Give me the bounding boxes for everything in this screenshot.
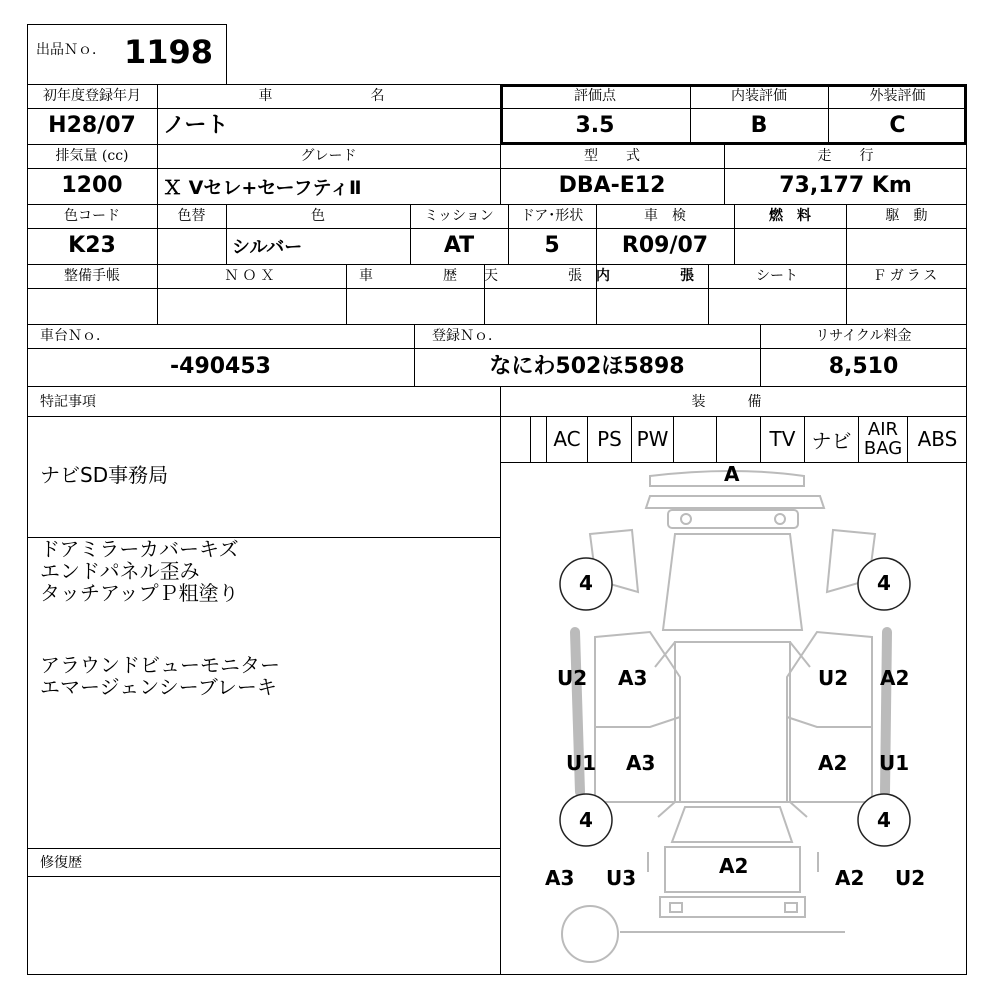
repair-history-label: 修復歴	[40, 855, 82, 871]
damage-rear-left-outer: A3	[545, 866, 575, 890]
grade-label: グレード	[300, 148, 357, 164]
damage-rear-left-inner: U3	[606, 866, 637, 890]
headlight-left	[681, 514, 691, 524]
plate-value: なにわ502ほ5898	[489, 354, 685, 379]
damage-top: A	[724, 462, 740, 486]
color-value: シルバー	[232, 237, 303, 258]
rear-window-shape	[672, 807, 792, 842]
recycle-label: リサイクル料金	[815, 328, 912, 344]
equip-tv: TV	[760, 416, 804, 462]
displacement-label: 排気量 (cc)	[55, 148, 129, 164]
front-panel-shape	[646, 496, 824, 508]
interior-grade-label: 内装評価	[731, 88, 787, 104]
tire-front-right: 4	[877, 571, 891, 595]
reg-value: H28/07	[48, 113, 136, 138]
damage-rear-right-outer: U2	[895, 866, 926, 890]
reg-label: 初年度登録年月	[43, 88, 141, 104]
model-label: 型 式	[584, 148, 640, 164]
hood-shape	[663, 534, 802, 630]
roof-shape	[675, 642, 790, 802]
name-value: ノート	[163, 113, 229, 138]
equip-blank-1	[530, 416, 546, 462]
damage-left-front-inner: A3	[618, 666, 648, 690]
note-block-3: アラウンドビューモニター エマージェンシーブレーキ	[40, 653, 280, 699]
exterior-grade-value: C	[889, 113, 906, 138]
equip-abs: ABS	[907, 416, 967, 462]
roof-label: 天 張	[484, 268, 596, 284]
name-label: 車 名	[258, 88, 399, 104]
tire-rear-left: 4	[579, 808, 593, 832]
note-line-1: ナビSD事務局	[40, 463, 169, 487]
damage-right-rear-outer: U1	[879, 751, 910, 775]
chassis-value: -490453	[170, 354, 271, 379]
inspection-label: 車 検	[644, 208, 686, 224]
mission-value: AT	[443, 233, 475, 258]
door-label: ドア･形状	[520, 208, 584, 224]
lot-label: 出品Ｎｏ．	[36, 42, 106, 58]
color-label: 色	[311, 208, 325, 224]
drive-label: 駆 動	[885, 208, 928, 224]
equip-pw: PW	[631, 416, 673, 462]
score-label: 評価点	[574, 88, 616, 104]
chassis-label: 車台Ｎｏ．	[40, 328, 110, 344]
notes-label: 特記事項	[40, 394, 96, 410]
equip-airbag: AIR BAG	[858, 416, 907, 462]
recycle-value: 8,510	[828, 354, 899, 379]
mission-label: ミッション	[424, 208, 494, 224]
damage-rear-center: A2	[719, 854, 749, 878]
windshield-label: Ｆガラス	[872, 268, 941, 284]
equipment-label: 装 備	[691, 394, 776, 410]
note-block-2: ドアミラーカバーキズ エンドパネル歪み タッチアップＰ粗塗り	[40, 537, 239, 605]
car-diagram	[500, 462, 967, 975]
damage-left-front-outer: U2	[557, 666, 588, 690]
spare-circle	[562, 906, 618, 962]
repaint-value	[157, 228, 226, 264]
history-label: 車 歴	[359, 268, 471, 284]
inspection-value: R09/07	[621, 233, 709, 258]
equip-navi: ナビ	[804, 416, 858, 462]
equip-ps: PS	[587, 416, 631, 462]
score-value: 3.5	[575, 113, 615, 138]
tire-front-left: 4	[579, 571, 593, 595]
damage-rear-right-inner: A2	[835, 866, 865, 890]
equip-blank-3	[716, 416, 760, 462]
displacement-value: 1200	[61, 173, 123, 198]
interior-grade-value: B	[750, 113, 768, 138]
fuel-label: 燃 料	[769, 208, 811, 224]
damage-right-rear-inner: A2	[818, 751, 848, 775]
headlight-right	[775, 514, 785, 524]
model-value: DBA-E12	[558, 173, 666, 198]
drive-value	[846, 228, 967, 264]
equip-blank-2	[673, 416, 716, 462]
grade-value: Ｘ Vセレ+セーフティⅡ	[163, 176, 362, 199]
damage-left-rear-inner: A3	[626, 751, 656, 775]
damage-left-rear-outer: U1	[566, 751, 597, 775]
fuel-value	[734, 228, 846, 264]
interior-lining-label: 内 張	[596, 268, 708, 284]
grille-shape	[668, 510, 798, 528]
door-value: 5	[544, 233, 560, 258]
maintenance-label: 整備手帳	[64, 268, 120, 284]
damage-right-front-inner: U2	[818, 666, 849, 690]
lot-number: 1198	[124, 33, 214, 71]
tire-rear-right: 4	[877, 808, 891, 832]
color-code-label: 色コード	[64, 208, 120, 224]
plate-label: 登録Ｎｏ．	[432, 328, 502, 344]
mileage-label: 走 行	[817, 148, 874, 164]
color-code-value: K23	[68, 233, 116, 258]
damage-right-front-outer: A2	[880, 666, 910, 690]
equip-ac: AC	[546, 416, 587, 462]
nox-label: ＮＯＸ	[224, 268, 279, 284]
repaint-label: 色替	[177, 208, 206, 224]
mileage-value: 73,177 Km	[779, 173, 912, 198]
seat-label: シート	[756, 268, 798, 284]
exterior-grade-label: 外装評価	[869, 88, 926, 104]
